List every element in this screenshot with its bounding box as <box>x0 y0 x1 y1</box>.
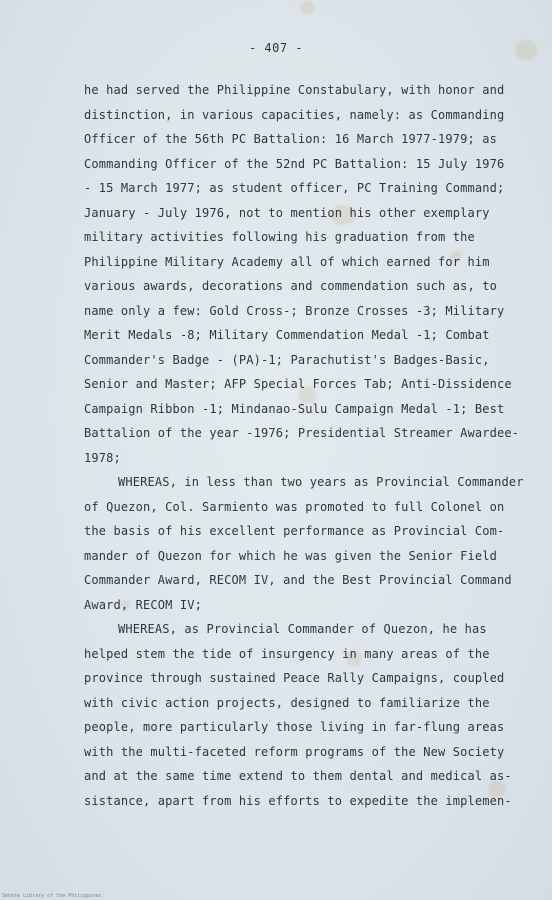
text-line: - 15 March 1977; as student officer, PC Training Command; <box>84 181 505 195</box>
text-line: helped stem the tide of insurgency in many areas of the <box>84 646 490 661</box>
text-line: military activities following his graduation from the <box>84 230 475 244</box>
page-number: - 407 - <box>248 41 304 55</box>
text-line: 1978; <box>84 450 121 465</box>
text-line: various awards, decorations and commendation such as, to <box>84 279 497 293</box>
text-line: distinction, in various capacities, namely: as Commanding <box>84 107 505 122</box>
text-line: January - July 1976, not to mention his other exemplary <box>84 205 490 220</box>
text-line: he had served the Philippine Constabulary, with honor and <box>84 83 505 97</box>
text-line: mander of Quezon for which he was given the Senior Field <box>84 548 497 563</box>
text-line: Commanding Officer of the 52nd PC Battalion: 15 July 1976 <box>84 156 505 171</box>
text-line: with the multi-faceted reform programs of the New Society <box>84 744 505 759</box>
text-line: sistance, apart from his efforts to expedite the implemen- <box>84 793 512 808</box>
text-line: Battalion of the year -1976; Presidential Streamer Awardee- <box>84 426 520 440</box>
text-line: name only a few: Gold Cross-; Bronze Crosses -3; Military <box>84 303 505 318</box>
document-body <box>84 78 524 813</box>
text-line: Commander's Badge - (PA)-1; Parachutist's Badges-Basic, <box>84 352 490 367</box>
text-line: WHEREAS, in less than two years as Provincial Commander <box>118 475 524 489</box>
text-line: Philippine Military Academy all of which earned for him <box>84 254 490 269</box>
text-line: Award, RECOM IV; <box>84 597 202 612</box>
text-line: Officer of the 56th PC Battalion: 16 March 1977-1979; as <box>84 132 497 146</box>
text-line: of Quezon, Col. Sarmiento was promoted to full Colonel on <box>84 499 505 514</box>
text-line: the basis of his excellent performance as Provincial Com- <box>84 524 505 538</box>
text-line: with civic action projects, designed to familiarize the <box>84 695 490 710</box>
footer-text: Senate Library of the Philippines <box>2 893 102 899</box>
text-line: Merit Medals -8; Military Commendation Medal -1; Combat <box>84 328 490 342</box>
text-line: Campaign Ribbon -1; Mindanao-Sulu Campaign Medal -1; Best <box>84 401 505 416</box>
paper-stain <box>300 0 314 14</box>
text-line: Commander Award, RECOM IV, and the Best Provincial Command <box>84 573 512 587</box>
text-line: province through sustained Peace Rally Campaigns, coupled <box>84 671 505 685</box>
text-line: people, more particularly those living in far-flung areas <box>84 720 505 734</box>
text-line: WHEREAS, as Provincial Commander of Quezon, he has <box>118 622 487 636</box>
text-line: Senior and Master; AFP Special Forces Tab; Anti-Dissidence <box>84 377 512 391</box>
text-line: and at the same time extend to them dental and medical as- <box>84 769 512 783</box>
